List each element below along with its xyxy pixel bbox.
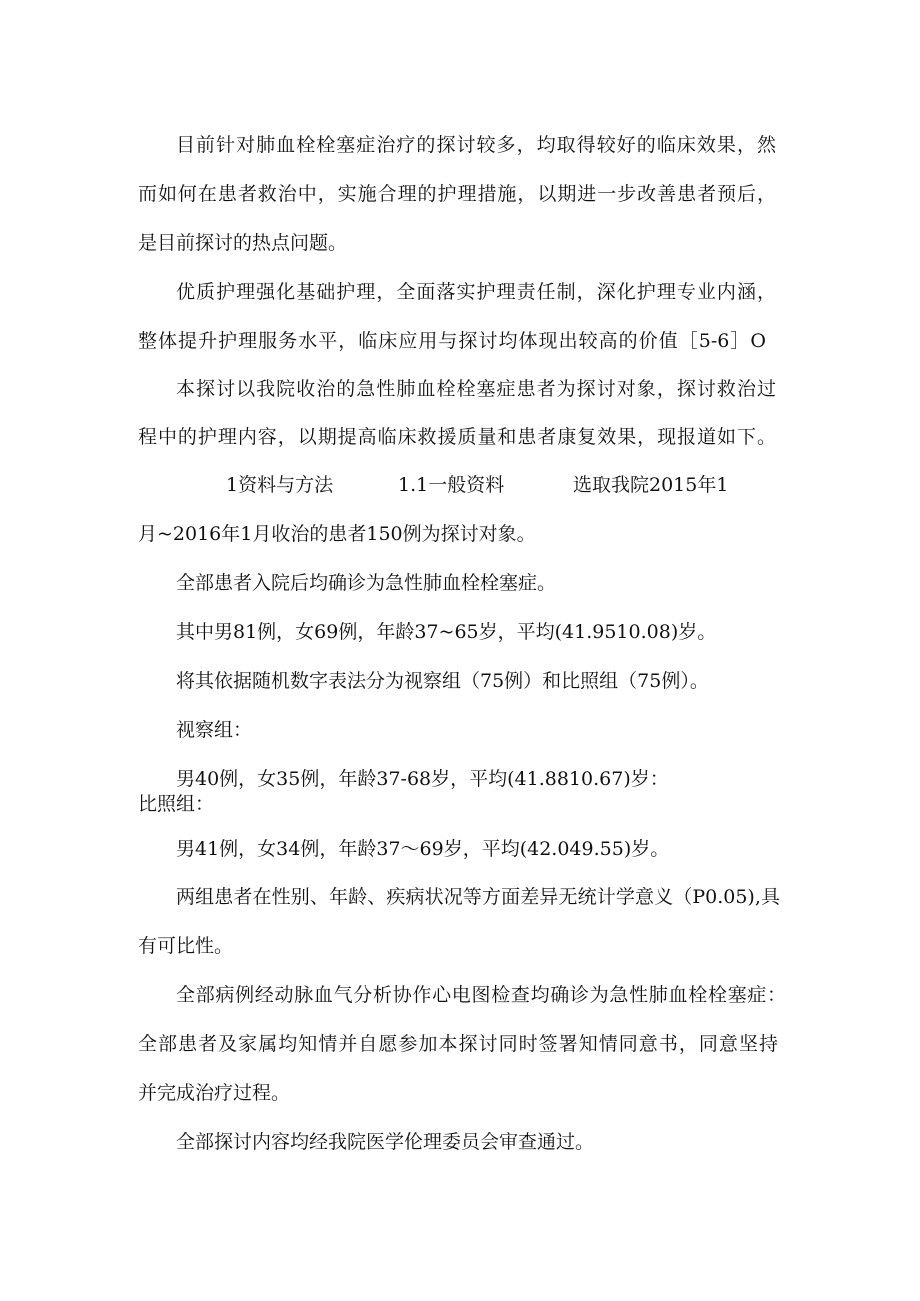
- paragraph-1-line-2: 而如何在患者救治中，实施合理的护理措施，以期进一步改善患者预后，: [138, 183, 776, 205]
- paragraph-3-line-1: 本探讨以我院收治的急性肺血栓栓塞症患者为探讨对象，探讨救治过: [176, 378, 776, 400]
- paragraph-9-line-2: 比照组：: [138, 793, 215, 815]
- paragraph-13-line-1: 全部探讨内容均经我院医学伦理委员会审查通过。: [176, 1131, 595, 1153]
- paragraph-9-line-1: 男40例，女35例，年龄37-68岁，平均(41.8810.67)岁：: [176, 768, 669, 790]
- paragraph-6-line-1: 其中男81例，女69例，年龄37~65岁，平均(41.9510.08)岁。: [176, 621, 717, 643]
- paragraph-7-line-1: 将其依据随机数字表法分为视察组（75例）和比照组（75例）。: [176, 670, 709, 692]
- paragraph-2-line-2: 整体提升护理服务水平，临床应用与探讨均体现出较高的价值［5-6］O: [138, 330, 766, 352]
- section-lead-text: 选取我院2015年1: [573, 474, 729, 496]
- paragraph-12-line-1: 全部病例经动脉血气分析协作心电图检查均确诊为急性肺血栓栓塞症：: [176, 984, 786, 1006]
- paragraph-1-line-1: 目前针对肺血栓栓塞症治疗的探讨较多，均取得较好的临床效果，然: [176, 134, 776, 156]
- paragraph-11-line-2: 有可比性。: [138, 935, 234, 957]
- paragraph-11-line-1: 两组患者在性别、年龄、疾病状况等方面差异无统计学意义（P0.05),具: [176, 886, 780, 908]
- paragraph-2-line-1: 优质护理强化基础护理，全面落实护理责任制，深化护理专业内涵，: [176, 281, 776, 303]
- paragraph-12-line-2: 全部患者及家属均知情并自愿参加本探讨同时签署知情同意书，同意坚持: [138, 1033, 778, 1055]
- paragraph-8-line-1: 视察组：: [176, 719, 253, 741]
- paragraph-5-line-1: 全部患者入院后均确诊为急性肺血栓栓塞症。: [176, 572, 557, 594]
- section-heading-1-1: 1.1一般资料: [398, 474, 505, 496]
- paragraph-4-line-1: 月~2016年1月收治的患者150例为探讨对象。: [138, 523, 536, 545]
- paragraph-12-line-3: 并完成治疗过程。: [138, 1082, 291, 1104]
- paragraph-1-line-3: 是目前探讨的热点问题。: [138, 232, 348, 254]
- paragraph-3-line-2: 程中的护理内容，以期提高临床救援质量和患者康复效果，现报道如下。: [138, 426, 776, 448]
- paragraph-10-line-1: 男41例，女34例，年龄37～69岁，平均(42.049.55)岁。: [176, 838, 670, 860]
- section-heading-1: 1资料与方法: [226, 474, 334, 496]
